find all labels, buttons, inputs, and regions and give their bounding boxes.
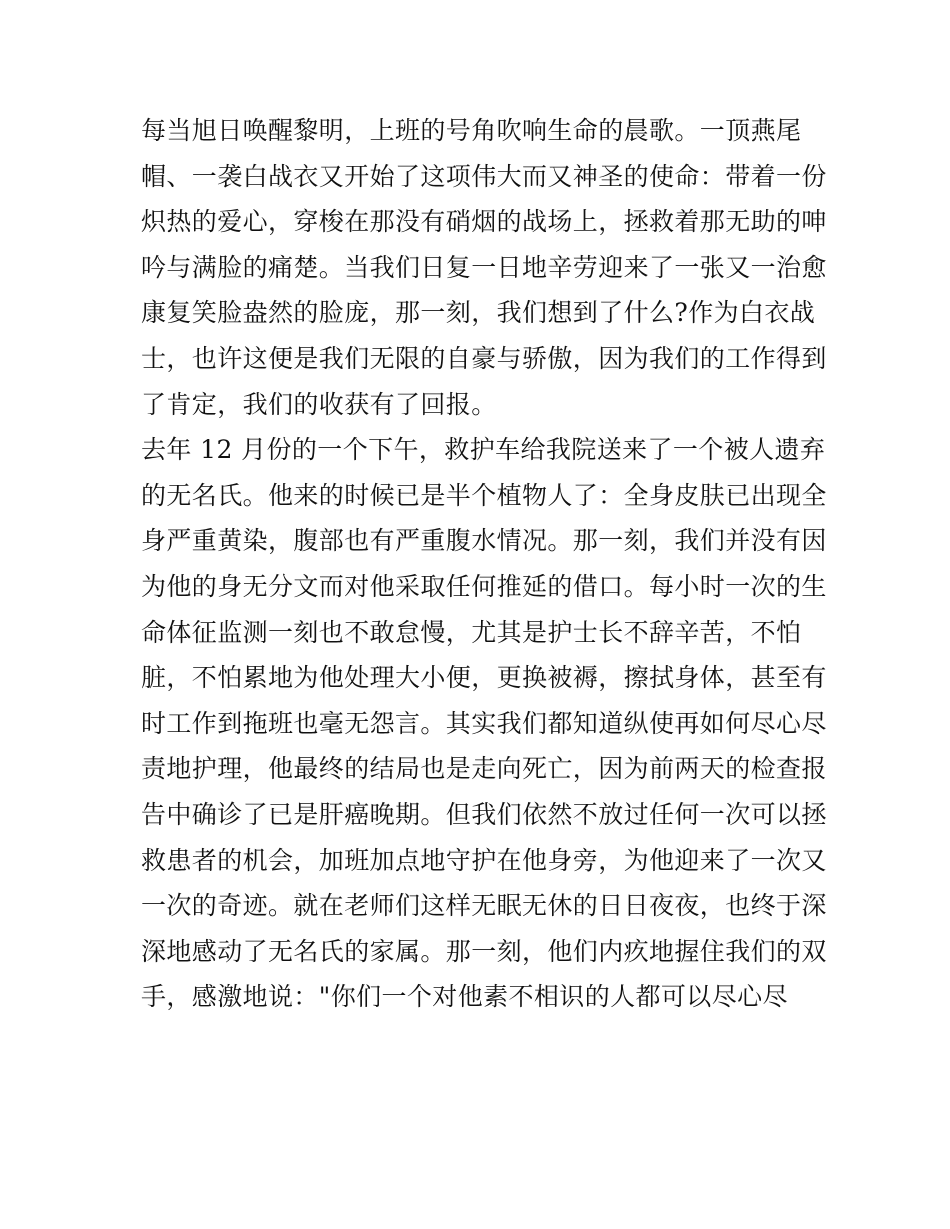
text-line: 为他的身无分文而对他采取任何推延的借口。每小时一次的生: [141, 571, 827, 601]
text-line: 一次的奇迹。就在老师们这样无眠无休的日日夜夜，也终于深: [141, 891, 827, 921]
text-line: 手，感激地说："你们一个对他素不相识的人都可以尽心尽: [141, 982, 788, 1012]
text-line: 救患者的机会，加班加点地守护在他身旁，为他迎来了一次又: [141, 845, 827, 875]
text-line: 命体征监测一刻也不敢怠慢，尤其是护士长不辞辛苦，不怕: [141, 617, 802, 647]
text-line: 时工作到拖班也毫无怨言。其实我们都知道纵使再如何尽心尽: [141, 708, 827, 738]
text-line: 责地护理，他最终的结局也是走向死亡，因为前两天的检查报: [141, 754, 827, 784]
text-line: 身严重黄染，腹部也有严重腹水情况。那一刻，我们并没有因: [141, 526, 827, 556]
text-line: 士，也许这便是我们无限的自豪与骄傲，因为我们的工作得到: [141, 343, 827, 373]
text-line: 帽、一袭白战衣又开始了这项伟大而又神圣的使命：带着一份: [141, 161, 827, 191]
text-line: 告中确诊了已是肝癌晚期。但我们依然不放过任何一次可以拯: [141, 799, 827, 829]
text-line: 去年 12 月份的一个下午，救护车给我院送来了一个被人遗弃: [141, 435, 826, 465]
text-line: 每当旭日唤醒黎明，上班的号角吹响生命的晨歌。一顶燕尾: [141, 116, 802, 145]
text-line: 脏，不怕累地为他处理大小便，更换被褥，擦拭身体，甚至有: [141, 663, 827, 693]
text-line: 炽热的爱心，穿梭在那没有硝烟的战场上，拯救着那无助的呻: [141, 207, 827, 237]
document-body: [141, 108, 827, 1020]
text-line: 深地感动了无名氏的家属。那一刻，他们内疚地握住我们的双: [141, 936, 827, 966]
text-line: 吟与满脸的痛楚。当我们日复一日地辛劳迎来了一张又一治愈: [141, 252, 827, 282]
text-line: 的无名氏。他来的时候已是半个植物人了：全身皮肤已出现全: [141, 480, 827, 510]
text-line: 了肯定，我们的收获有了回报。: [141, 389, 497, 419]
text-line: 康复笑脸盎然的脸庞，那一刻，我们想到了什么?作为白衣战: [141, 298, 816, 328]
